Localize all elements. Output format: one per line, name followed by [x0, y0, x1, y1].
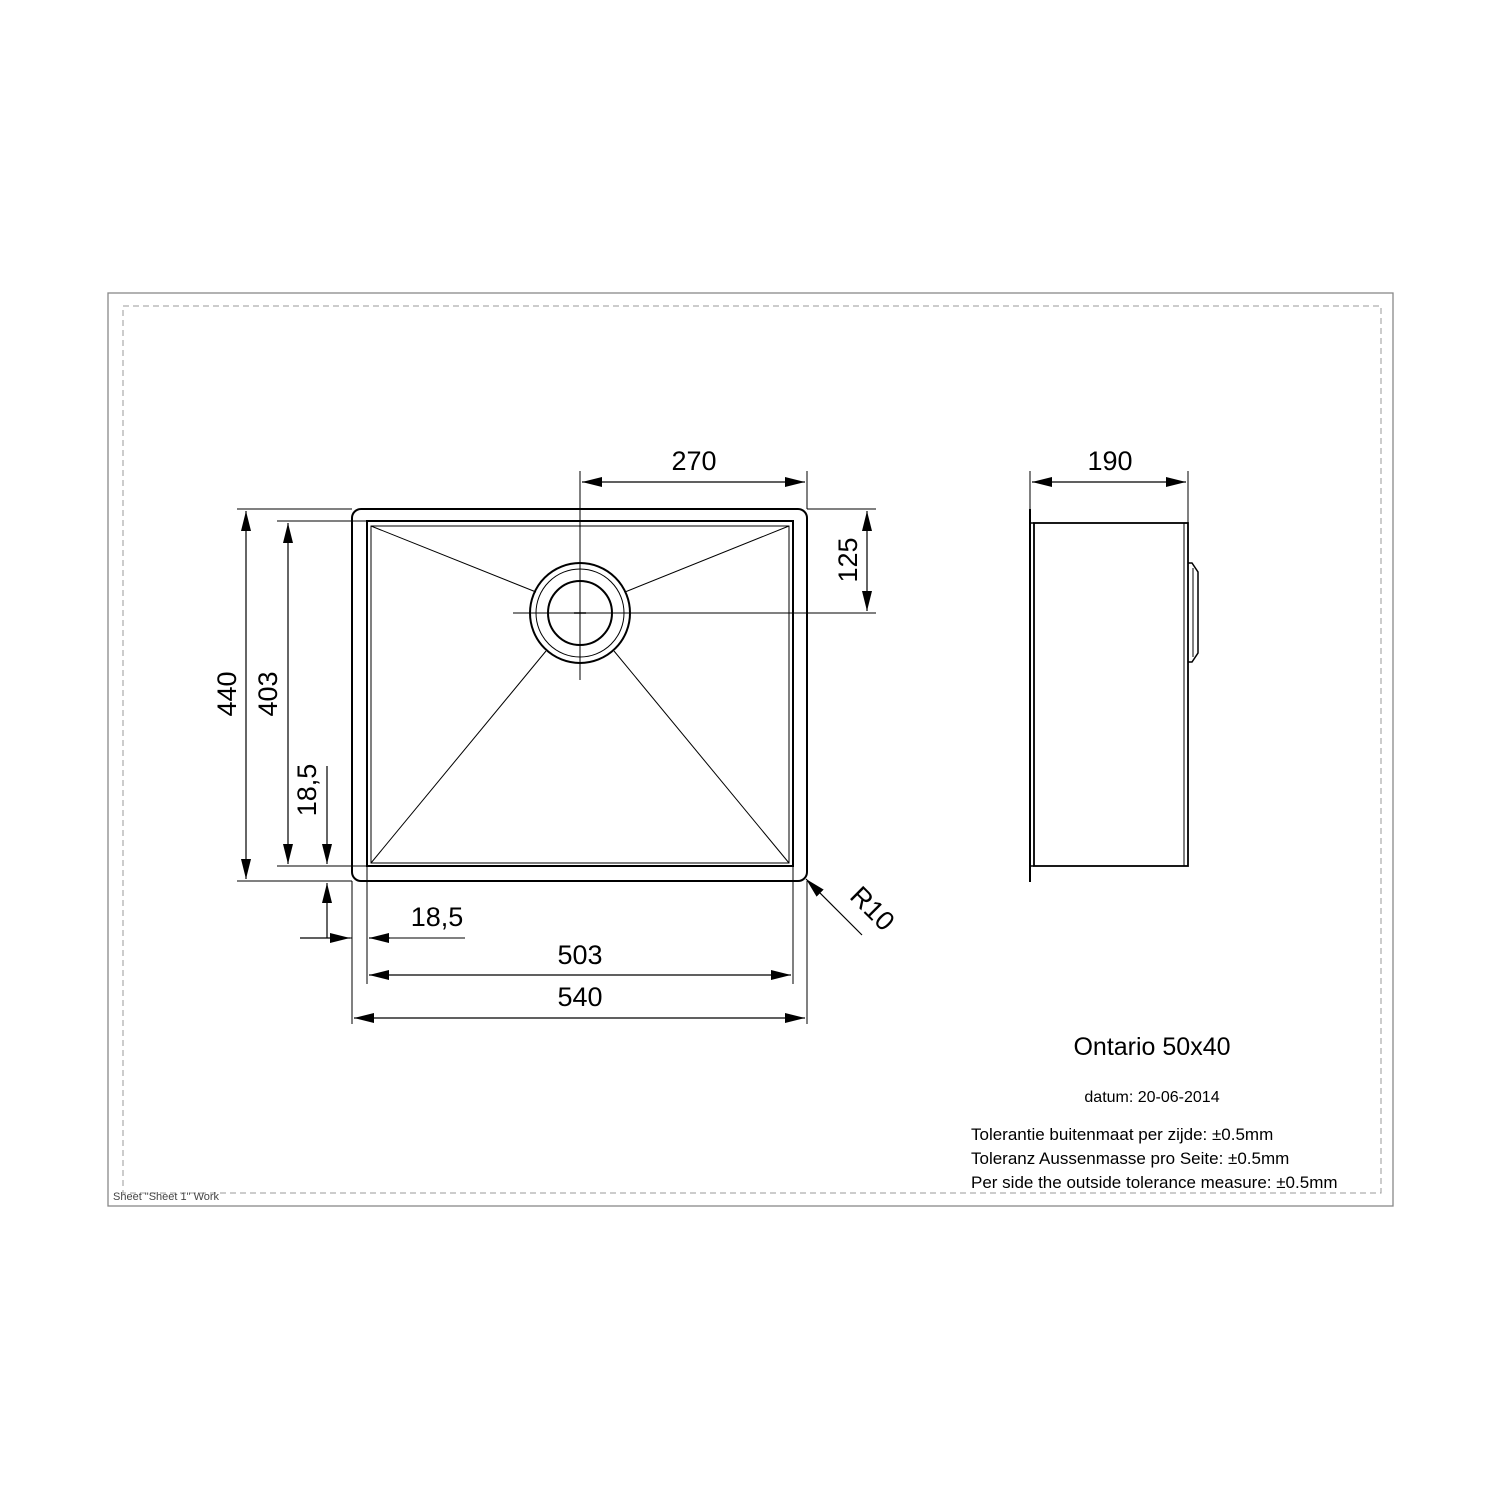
- dim-label-190: 190: [1087, 446, 1133, 476]
- side-bowl: [1034, 523, 1188, 866]
- product-title: Ontario 50x40: [1073, 1033, 1231, 1061]
- sheet-label: Sheet "Sheet 1" Work: [113, 1191, 220, 1203]
- sink-side-view: [1030, 471, 1198, 882]
- dim-label-18-5-horizontal: 18,5: [410, 902, 464, 932]
- slope-line: [614, 651, 789, 863]
- radius-label: R10: [844, 880, 901, 937]
- dim-label-18-5-vertical: 18,5: [292, 763, 322, 817]
- sheet-border: [108, 293, 1393, 1206]
- sink-top-view: [352, 471, 876, 881]
- dim-label-403: 403: [253, 671, 283, 717]
- dimension-labels: [212, 446, 900, 1012]
- dim-label-125: 125: [833, 537, 863, 583]
- dim-label-440: 440: [212, 671, 242, 717]
- dimension-lines: [246, 482, 867, 1018]
- slope-line: [371, 651, 546, 863]
- slope-line: [625, 526, 789, 592]
- tolerance-english: Per side the outside tolerance measure: ±0.5mm: [971, 1173, 1338, 1192]
- dim-label-540: 540: [557, 982, 603, 1012]
- tolerance-german: Toleranz Aussenmasse pro Seite: ±0.5mm: [971, 1149, 1290, 1168]
- slope-line: [371, 526, 536, 592]
- date-line: datum: 20-06-2014: [1084, 1089, 1220, 1106]
- dim-label-503: 503: [557, 940, 603, 970]
- tolerance-dutch: Tolerantie buitenmaat per zijde: ±0.5mm: [971, 1125, 1274, 1144]
- dim-label-270: 270: [671, 446, 717, 476]
